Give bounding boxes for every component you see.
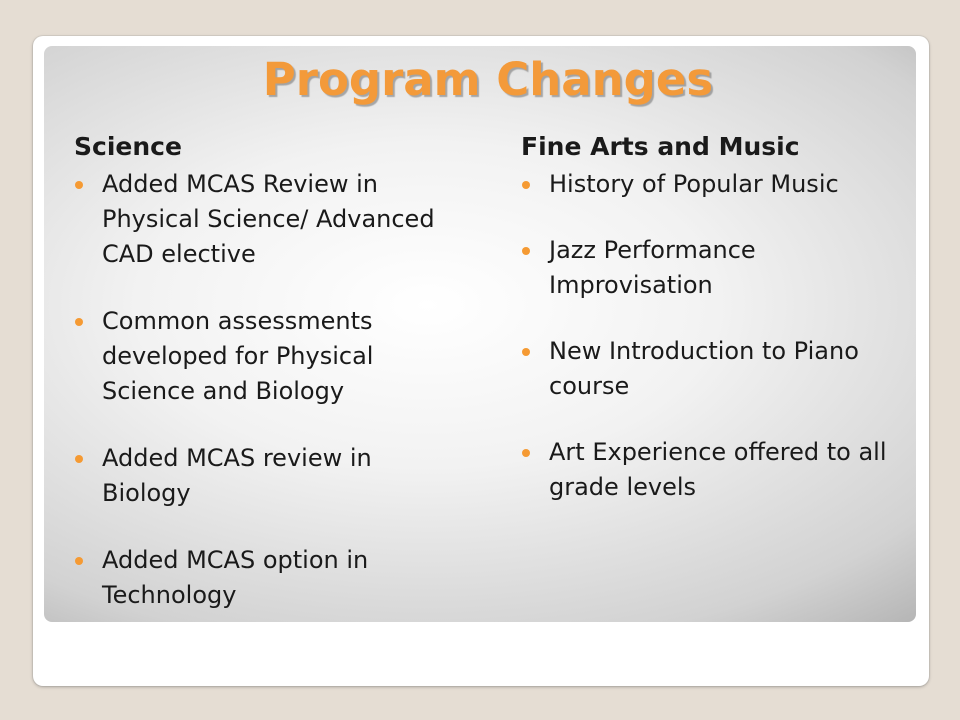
list-item-text: Added MCAS review in Biology [102,444,372,507]
bullet-icon [522,449,530,457]
list-item-text: Art Experience offered to all grade levels [549,438,887,501]
fine-arts-column [521,132,911,536]
list-item [74,167,454,272]
list-item [521,233,911,303]
bullet-icon [75,455,83,463]
list-item [74,304,454,409]
list-item-text: Common assessments developed for Physical Science and Biology [102,307,374,405]
science-heading: Science [74,132,182,161]
fine-arts-list [521,167,911,505]
bullet-icon [522,181,530,189]
list-item-text: Added MCAS Review in Physical Science/ Advanced CAD elective [102,170,435,268]
list-item [74,543,454,613]
bullet-icon [522,247,530,255]
science-list [74,167,454,613]
bullet-icon [522,348,530,356]
list-item-text: History of Popular Music [549,170,839,198]
slide-content-panel [44,46,916,622]
bullet-icon [75,557,83,565]
list-item [521,334,911,404]
list-item [521,435,911,505]
list-item-text: Added MCAS option in Technology [102,546,369,609]
bullet-icon [75,318,83,326]
fine-arts-heading: Fine Arts and Music [521,132,800,161]
list-item [74,441,454,511]
list-item-text: Jazz Performance Improvisation [549,236,756,299]
list-item-text: New Introduction to Piano course [549,337,859,400]
bullet-icon [75,181,83,189]
science-column [74,132,454,622]
list-item [521,167,911,202]
slide-title: Program Changes [262,53,714,106]
